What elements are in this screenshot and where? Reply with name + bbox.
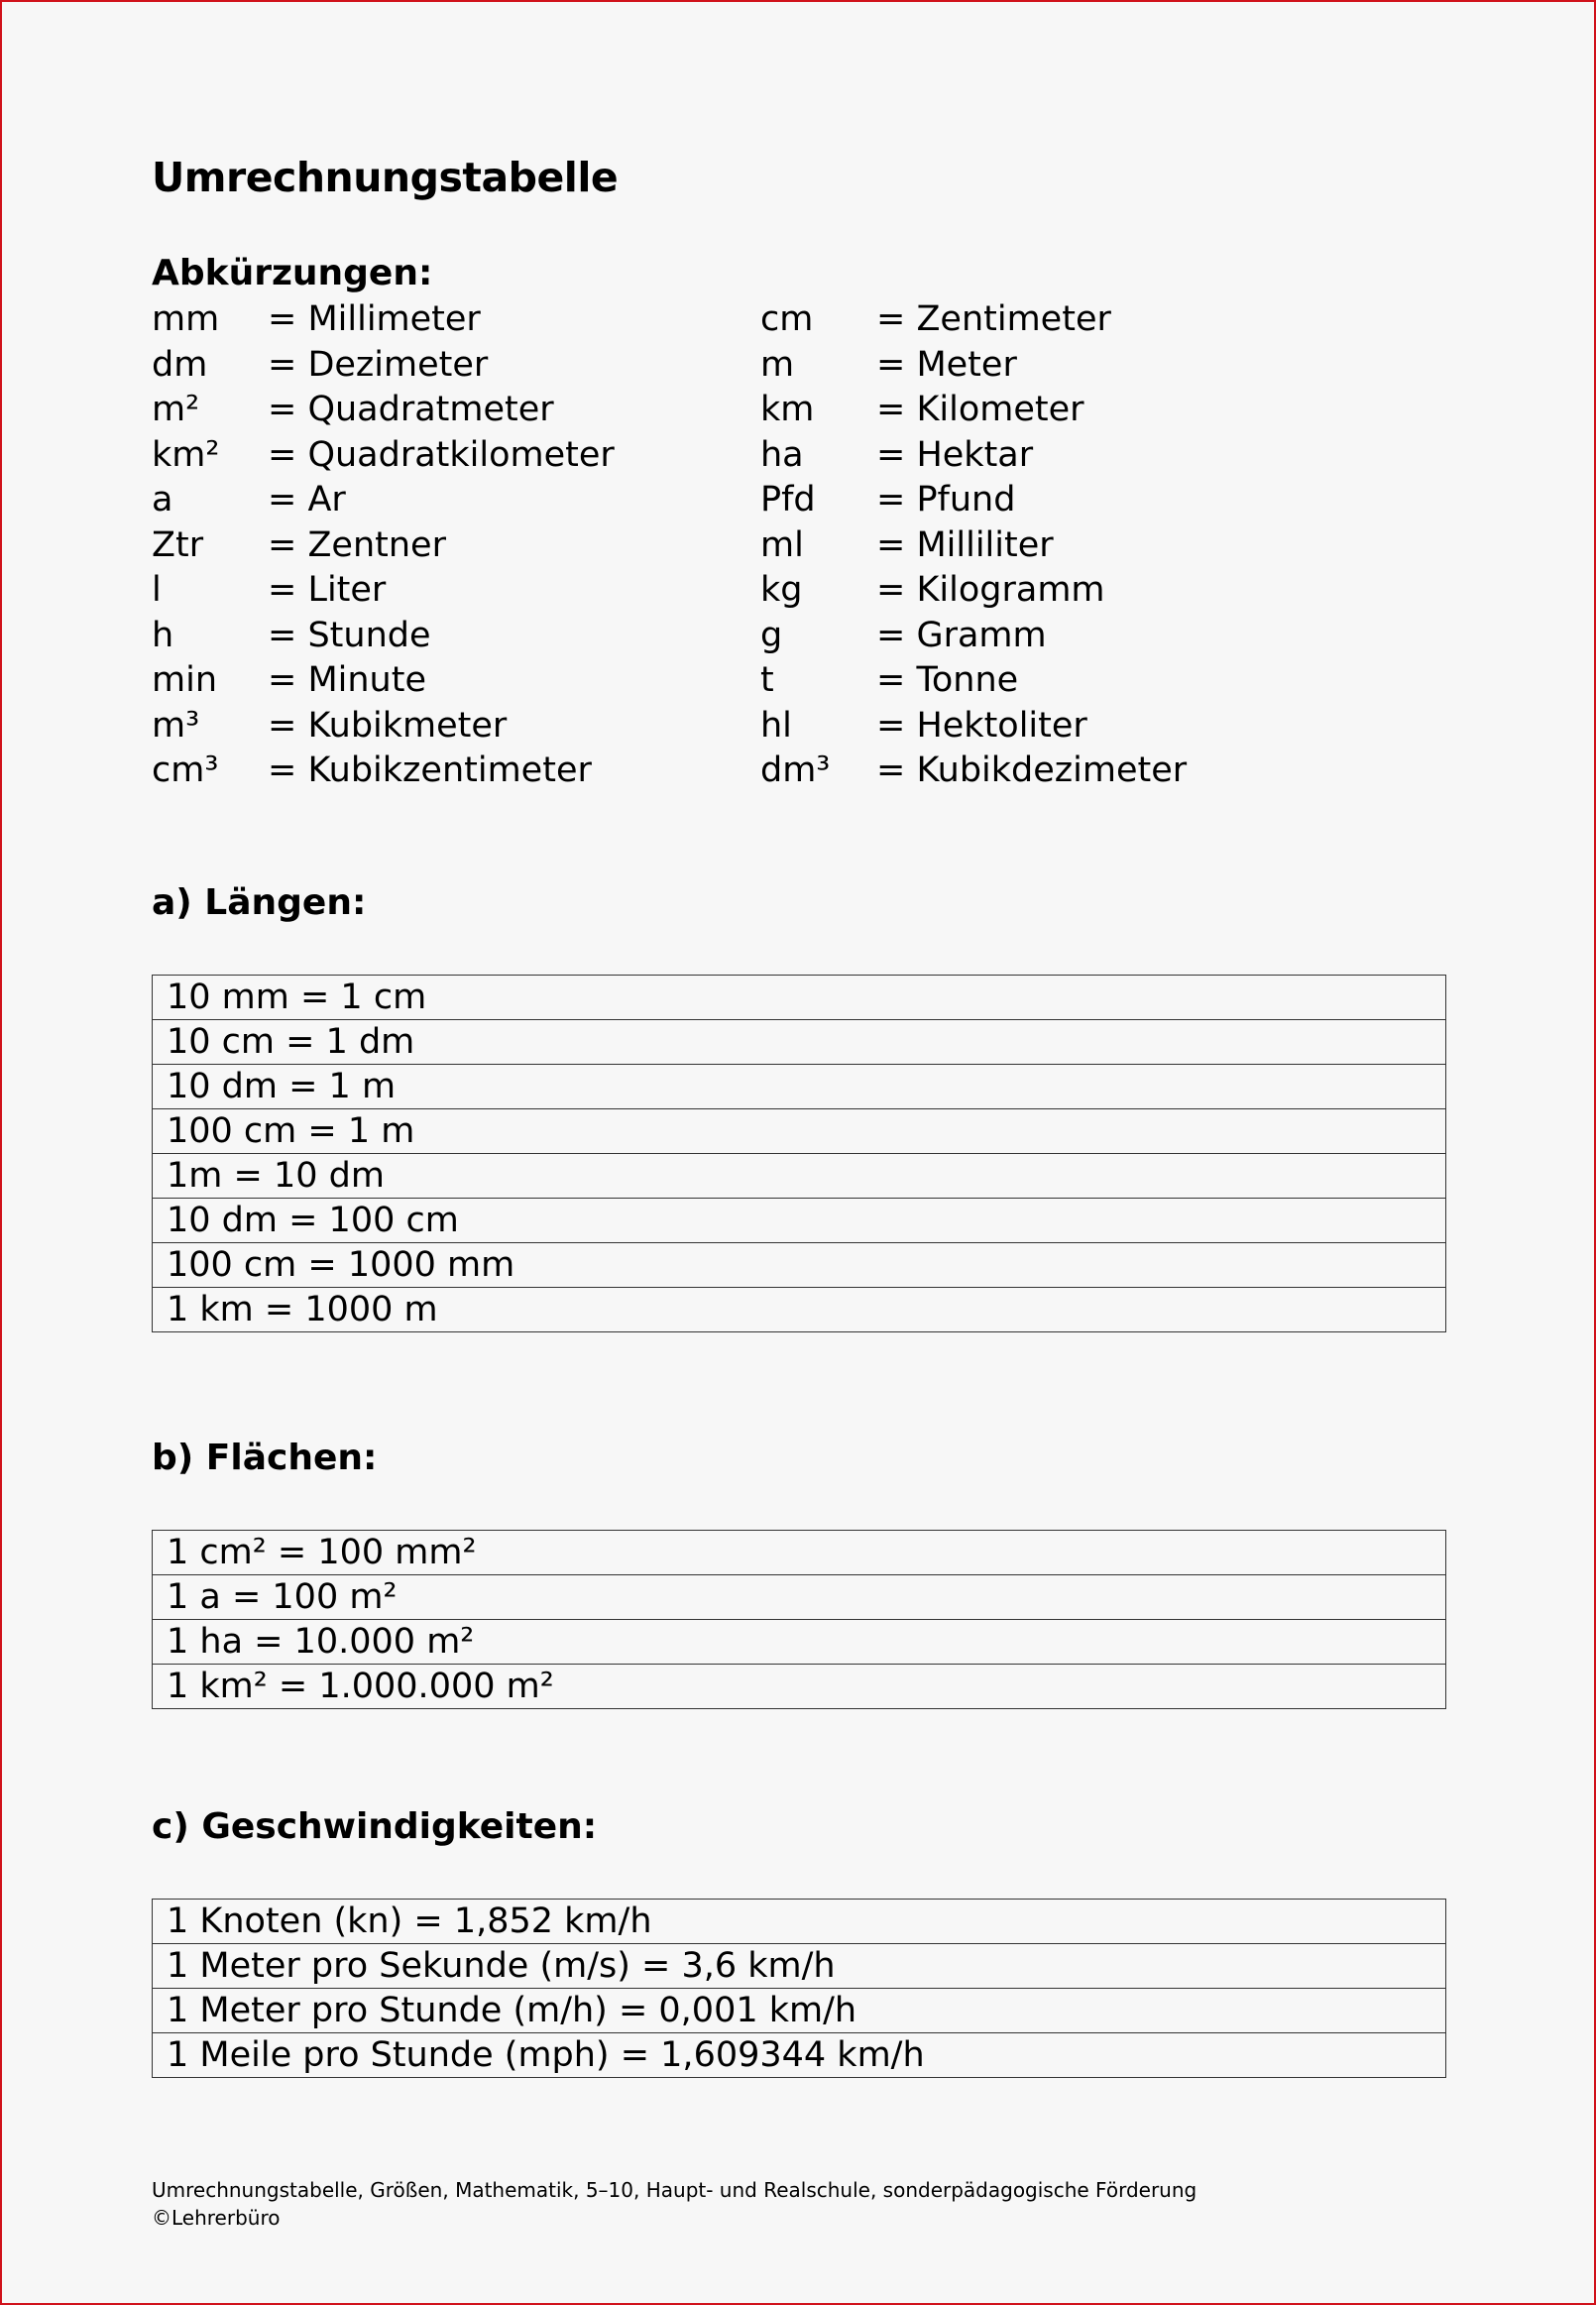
abbreviation-row (152, 523, 615, 569)
abbreviation-value: = Kubikmeter (268, 705, 508, 746)
table-cell: 100 cm = 1 m (153, 1109, 1446, 1154)
table-cell: 100 cm = 1000 mm (153, 1243, 1446, 1288)
table-cell: 10 dm = 100 cm (153, 1199, 1446, 1243)
abbreviation-value: = Milliliter (876, 524, 1054, 565)
table-row (153, 1109, 1446, 1154)
abbreviation-value: = Hektoliter (876, 705, 1087, 746)
table-cell: 10 dm = 1 m (153, 1065, 1446, 1109)
table-cell: 1 cm² = 100 mm² (153, 1531, 1446, 1575)
abbreviation-value: = Hektar (876, 434, 1034, 475)
table-row (153, 1900, 1446, 1944)
abbreviation-key: t (760, 660, 774, 700)
abbreviation-value: = Stunde (268, 615, 431, 655)
abbreviation-key: cm (760, 299, 814, 339)
footer (152, 2176, 1197, 2232)
abbreviation-key: mm (152, 299, 220, 339)
abbreviation-key: m³ (152, 705, 200, 746)
abbreviation-value: = Zentimeter (876, 299, 1111, 339)
table-cell: 1 ha = 10.000 m² (153, 1620, 1446, 1665)
abbreviation-value: = Quadratkilometer (268, 434, 615, 475)
abbreviation-value: = Kilometer (876, 390, 1084, 429)
abbreviation-row (152, 704, 615, 749)
abbreviation-row (760, 388, 1187, 433)
abbreviation-row (152, 658, 615, 704)
abbreviation-key: Pfd (760, 480, 816, 519)
abbreviation-key: hl (760, 705, 792, 746)
abbreviation-row (760, 297, 1187, 343)
abbreviation-row (152, 297, 615, 343)
abbreviation-row (760, 433, 1187, 479)
abbreviation-row (152, 433, 615, 479)
abbreviation-key: km² (152, 434, 220, 475)
abbreviation-value: = Tonne (876, 660, 1019, 700)
abbreviation-row (760, 614, 1187, 659)
table-laengen (152, 975, 1446, 1332)
abbreviation-value: = Dezimeter (268, 344, 489, 385)
footer-description: Umrechnungstabelle, Größen, Mathematik, 5–10, Haupt- und Realschule, sonderpädagogische Förderung (152, 2178, 1197, 2202)
abbreviation-row (760, 658, 1187, 704)
table-row (153, 1288, 1446, 1332)
table-row (153, 2033, 1446, 2078)
table-cell: 1m = 10 dm (153, 1154, 1446, 1199)
table-row (153, 976, 1446, 1020)
abbreviation-key: ml (760, 524, 804, 565)
abbreviation-value: = Kilogramm (876, 570, 1105, 610)
table-cell: 1 km = 1000 m (153, 1288, 1446, 1332)
table-row (153, 1944, 1446, 1989)
abbreviations-heading: Abkürzungen: (152, 253, 433, 293)
table-cell: 1 Knoten (kn) = 1,852 km/h (153, 1900, 1446, 1944)
abbreviation-key: h (152, 615, 174, 655)
section-title-geschwindigkeiten: c) Geschwindigkeiten: (152, 1806, 598, 1847)
table-flaechen (152, 1530, 1446, 1709)
table-cell: 1 km² = 1.000.000 m² (153, 1665, 1446, 1709)
table-cell: 1 Meter pro Stunde (m/h) = 0,001 km/h (153, 1989, 1446, 2033)
table-row (153, 1065, 1446, 1109)
table-row (153, 1531, 1446, 1575)
table-row (153, 1154, 1446, 1199)
table-cell: 1 Meile pro Stunde (mph) = 1,609344 km/h (153, 2033, 1446, 2078)
abbreviation-row (152, 388, 615, 433)
abbreviation-key: dm (152, 344, 208, 385)
abbreviation-value: = Liter (268, 570, 387, 610)
section-title-flaechen: b) Flächen: (152, 1438, 378, 1478)
abbreviation-key: dm³ (760, 750, 831, 790)
abbreviation-value: = Pfund (876, 480, 1016, 519)
abbreviations-left-column (152, 297, 615, 794)
abbreviation-value: = Zentner (268, 524, 446, 565)
abbreviation-value: = Millimeter (268, 299, 481, 339)
abbreviation-key: a (152, 480, 173, 519)
abbreviation-value: = Meter (876, 344, 1017, 385)
abbreviation-key: m² (152, 390, 200, 429)
abbreviation-row (760, 749, 1187, 794)
abbreviation-key: m (760, 344, 795, 385)
abbreviation-value: = Kubikzentimeter (268, 750, 592, 790)
abbreviation-row (152, 568, 615, 614)
abbreviation-row (152, 478, 615, 523)
table-row (153, 1989, 1446, 2033)
table-cell: 1 a = 100 m² (153, 1575, 1446, 1620)
table-row (153, 1243, 1446, 1288)
abbreviation-value: = Kubikdezimeter (876, 750, 1188, 790)
abbreviation-value: = Gramm (876, 615, 1047, 655)
abbreviation-key: min (152, 660, 218, 700)
abbreviation-key: l (152, 570, 162, 610)
page-title: Umrechnungstabelle (152, 154, 619, 201)
abbreviation-row (760, 568, 1187, 614)
abbreviation-value: = Quadratmeter (268, 390, 554, 429)
abbreviation-row (760, 478, 1187, 523)
table-row (153, 1575, 1446, 1620)
abbreviation-row (152, 749, 615, 794)
abbreviation-row (760, 704, 1187, 749)
abbreviation-row (760, 523, 1187, 569)
table-row (153, 1199, 1446, 1243)
table-cell: 1 Meter pro Sekunde (m/s) = 3,6 km/h (153, 1944, 1446, 1989)
table-geschwindigkeiten (152, 1899, 1446, 2078)
abbreviation-row (152, 343, 615, 389)
abbreviation-value: = Ar (268, 480, 346, 519)
abbreviation-row (152, 614, 615, 659)
table-row (153, 1620, 1446, 1665)
abbreviation-key: g (760, 615, 783, 655)
abbreviation-key: Ztr (152, 524, 204, 565)
table-row (153, 1020, 1446, 1065)
abbreviation-key: kg (760, 570, 803, 610)
table-row (153, 1665, 1446, 1709)
table-cell: 10 cm = 1 dm (153, 1020, 1446, 1065)
footer-copyright: ©Lehrerbüro (152, 2206, 281, 2230)
abbreviation-row (760, 343, 1187, 389)
abbreviation-key: cm³ (152, 750, 219, 790)
table-cell: 10 mm = 1 cm (153, 976, 1446, 1020)
section-title-laengen: a) Längen: (152, 882, 367, 923)
abbreviations-right-column (760, 297, 1187, 794)
abbreviation-key: ha (760, 434, 804, 475)
abbreviation-key: km (760, 390, 815, 429)
abbreviation-value: = Minute (268, 660, 426, 700)
